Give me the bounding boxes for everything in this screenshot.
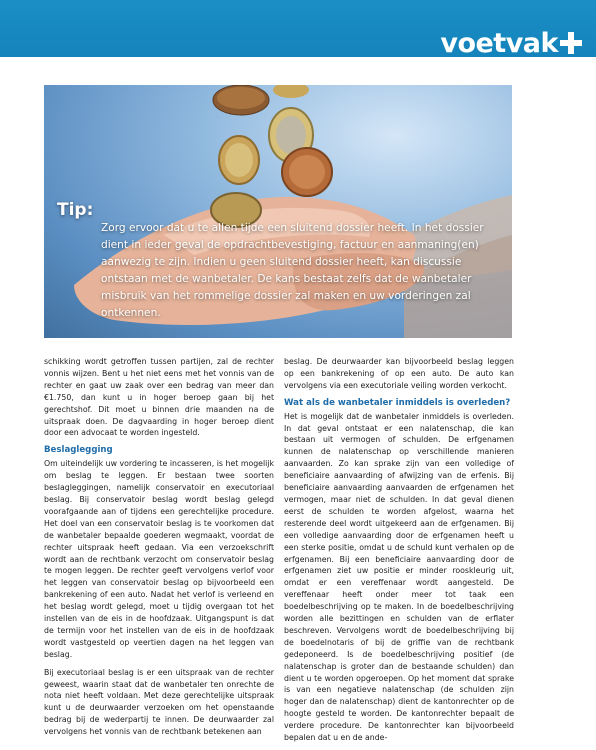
paragraph: beslag. De deurwaarder kan bijvoorbeeld beslag leggen op een bankrekening of op een auto. De auto kan vervolgens via een executoriale veiling worden verkocht. — [284, 357, 514, 390]
paragraph: schikking wordt getroffen tussen partijen, zal de rechter vonnis wijzen. Bent u het niet eens met het vonnis van de rechter en gaat uw zaak over een bedrag van meer dan €1.750, dan kunt u in hoger beroep gaan bij het gerechtshof. Dit moet u binnen drie maanden na de uitspraak doen. De dagvaarding in hoger beroep dient door een advocaat te worden ingesteld. — [44, 357, 274, 438]
paragraph: Om uiteindelijk uw vordering te incasseren, is het mogelijk om beslag te leggen. Er bestaan twee soorten beslagleggingen, namelijk conservatoir en executoriaal beslag. Bij conservatoir beslag wordt beslag gelegd voorafgaande aan of tijdens een gerechtelijke procedure. Het doel van een conservatoir beslag is te voorkomen dat de wanbetaler bepaalde goederen wegmaakt, voordat de rechter uitspraak heeft gedaan. Via een verzoekschrift wordt aan de rechtbank verzocht om conservatoir beslag te mogen leggen. De rechter geeft vervolgens verlof voor het leggen van conservatoir beslag op bijvoorbeeld een bankrekening of een auto. Nadat het verlof is verleend en het beslag wordt gelegd, moet u tijdig overgaan tot het instellen van de eis in de hoofdzaak. Uitgangspunt is dat de termijn voor het instellen van de eis in de hoofdzaak wordt vastgesteld op veertien dagen na het leggen van beslag. — [44, 459, 274, 659]
paragraph: Het is mogelijk dat de wanbetaler inmiddels is overleden. In dat geval ontstaat er een nalatenschap, die kan bestaan uit vermogen of schulden. De erfgenamen kunnen de nalatenschap op verschillende manieren aanvaarden. Zo kan sprake zijn van een volledige of beneficiaire aanvaarding of afwijzing van de erfenis. Bij beneficiaire aanvaarding aanvaarden de erfgenamen het vermogen, maar niet de schulden. In dat geval dienen eerst de schulden te worden afgelost, waarna het resterende deel wordt uitgekeerd aan de erfgenamen. Bij een volledige aanvaarding door de erfgenamen heeft u een sterke positie, omdat u de schuld kunt verhalen op de erfgenamen. Bij een beneficiaire aanvaarding door de erfgenamen ziet uw positie er minder rooskleurig uit, omdat er een vereffenaar wordt aangesteld. De vereffenaar heeft onder meer tot taak een boedelbeschrijving op te maken. In de boedelbeschrijving worden alle bezittingen en schulden van de erflater beschreven. Vervolgens wordt de boedelbeschrijving bij de boedelnotaris of bij de griffie van de rechtbank gedeponeerd. Is de boedelbeschrijving positief (de nalatenschap is groter dan de bestaande schulden) dan dient u te worden opgeroepen. Op het moment dat sprake is van een negatieve nalatenschap (de schulden zijn hoger dan de nalatenschap) dient de kantonrechter op de hoogte gesteld te worden. De kantonrechter bepaalt de verdere procedure. De kantonrechter kan bijvoorbeeld bepalen dat u en de ande- — [284, 411, 514, 743]
tip-title: Tip: — [57, 200, 94, 220]
tip-text: Zorg ervoor dat u te allen tijde een sluitend dossier heeft. In het dossier dient in ieder geval de opdrachtbevestiging, factuur en aanmaning(en) aanwezig te zijn. Indien u geen sluitend dossier heeft, kan discussie ontstaan met de wanbetaler. De kans bestaat zelfs dat de wanbetaler misbruik van het rommelige dossier zal maken en uw vorderingen zal ontkennen. — [101, 222, 484, 319]
brand-text: voetvak — [440, 28, 558, 59]
paragraph: Bij executoriaal beslag is er een uitspraak van de rechter geweest, waarin staat dat de wanbetaler ten onrechte de nota niet heeft voldaan. Met deze gerechtelijke uitspraak kunt u de deurwaarder verzoeken om het openstaande bedrag bij de wederpartij te innen. De deurwaarder zal vervolgens het vonnis van de rechtbank betekenen aan — [44, 667, 274, 737]
section-heading-beslaglegging: Beslaglegging — [44, 445, 113, 456]
plus-icon — [560, 32, 582, 54]
section-heading-overleden: Wat als de wanbetaler inmiddels is overleden? — [284, 397, 511, 408]
header-banner — [0, 0, 596, 57]
left-column — [44, 356, 274, 744]
right-column — [284, 356, 514, 750]
brand-logo — [440, 28, 582, 59]
